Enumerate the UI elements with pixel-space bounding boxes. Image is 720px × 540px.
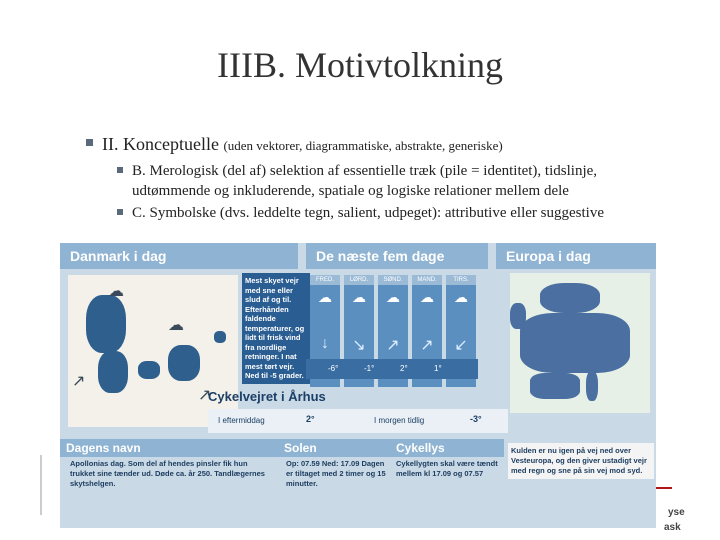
dagens-navn-header: Dagens navn: [60, 439, 282, 457]
mainland-shape: [520, 313, 630, 373]
bullet1-small: (uden vektorer, diagrammatiske, abstrakte, generiske): [223, 138, 503, 153]
cykelvejret-title: Cykelvejret i Århus: [208, 389, 326, 404]
cloud-icon: ☁: [108, 283, 124, 300]
footer-red-line: [656, 487, 672, 489]
day-label: SØND.: [378, 275, 408, 285]
denmark-forecast-text: Mest skyet vejr med sne eller slud af og til. Efterhånden faldende temperaturer, og lidt til frisk vind fra nordlige retninger. I nat mest tørt vejr. Ned til -5 grader.: [242, 273, 310, 384]
day-label: TIRS.: [446, 275, 476, 285]
iberia-shape: [530, 373, 580, 399]
scandinavia-shape: [540, 283, 600, 313]
arrow-icon: ↗: [72, 373, 86, 390]
day-label: FRED.: [310, 275, 340, 285]
cykel-left-label: I eftermiddag: [218, 416, 265, 425]
weather-newspaper-image: [60, 243, 656, 528]
cloud-icon: ☁: [168, 317, 184, 334]
bullet-square-icon: [86, 139, 93, 146]
snow-cloud-icon: ☁: [420, 289, 434, 305]
bullet-square-icon: [117, 209, 123, 215]
femdage-header: De næste fem dage: [306, 243, 488, 269]
day-label: LØRD.: [344, 275, 374, 285]
night-temp: -6°: [328, 364, 339, 373]
denmark-map: [68, 275, 238, 427]
solen-text: Op: 07.59 Ned: 17.09 Dagen er tiltaget med 2 timer og 15 minutter.: [286, 459, 386, 488]
bornholm-shape: [214, 331, 226, 343]
bullet2-text: B. Merologisk (del af) selektion af essentielle træk (pile = identitet), tidslinje, udtømmende og inkluderende, spatiale og logiske relationer mellem dele: [132, 163, 598, 199]
jutland-shape: [86, 295, 126, 353]
wind-arrow-icon: ↗: [386, 337, 400, 354]
bullet1-main: II. Konceptuelle: [102, 134, 224, 154]
bullet3-text: C. Symbolske (dvs. leddelte tegn, salient, udpeget): attributive eller suggestive: [132, 205, 604, 221]
wind-arrow-icon: ↓: [321, 335, 329, 352]
bullet-konceptuelle: [102, 133, 503, 157]
funen-shape: [138, 361, 160, 379]
cykel-right-label: I morgen tidlig: [374, 416, 425, 425]
danmark-header: Danmark i dag: [60, 243, 298, 269]
wind-arrow-icon: ↘: [352, 337, 366, 354]
snow-cloud-icon: ☁: [318, 289, 332, 305]
bullet-merologisk: [132, 161, 672, 201]
snow-cloud-icon: ☁: [386, 289, 400, 305]
day-label: MAND.: [412, 275, 442, 285]
cykellys-header: Cykellys: [390, 439, 504, 457]
cykel-right-temp: -3°: [470, 414, 482, 424]
europa-header: Europa i dag: [496, 243, 656, 269]
cykelvejret-bar: [208, 409, 508, 433]
slide-title: IIIB. Motivtolkning: [217, 45, 503, 85]
zealand-shape: [168, 345, 200, 381]
cykel-left-temp: 2°: [306, 414, 315, 424]
bullet-square-icon: [117, 167, 123, 173]
dagens-navn-text: Apollonias dag. Som del af hendes pinsler fik hun trukket sine tænder ud. Døde ca. år 250. Tandlægernes skytshelgen.: [70, 459, 265, 488]
snow-cloud-icon: ☁: [454, 289, 468, 305]
footer-text-2: ask: [664, 522, 681, 533]
bullet-symbolske: [132, 203, 604, 223]
europe-map: [510, 273, 650, 413]
footer-text-1: yse: [668, 507, 685, 518]
night-temp-strip: [306, 359, 478, 379]
snow-cloud-icon: ☁: [352, 289, 366, 305]
arrow-icon: ↗: [198, 387, 212, 404]
italy-shape: [586, 371, 598, 401]
jutland-south-shape: [98, 351, 128, 393]
night-temp: -1°: [364, 364, 375, 373]
night-temp: 2°: [400, 364, 408, 373]
wind-arrow-icon: ↗: [420, 337, 434, 354]
solen-header: Solen: [278, 439, 394, 457]
cykellys-text: Cykellygten skal være tændt mellem kl 17.09 og 07.57: [396, 459, 498, 478]
britain-shape: [510, 303, 526, 329]
europa-forecast-text: Kulden er nu igen på vej ned over Vesteuropa, og den giver ustadigt vejr med regn og sne på sin vej mod syd.: [508, 443, 654, 479]
wind-arrow-icon: ↙: [454, 337, 468, 354]
night-temp: 1°: [434, 364, 442, 373]
